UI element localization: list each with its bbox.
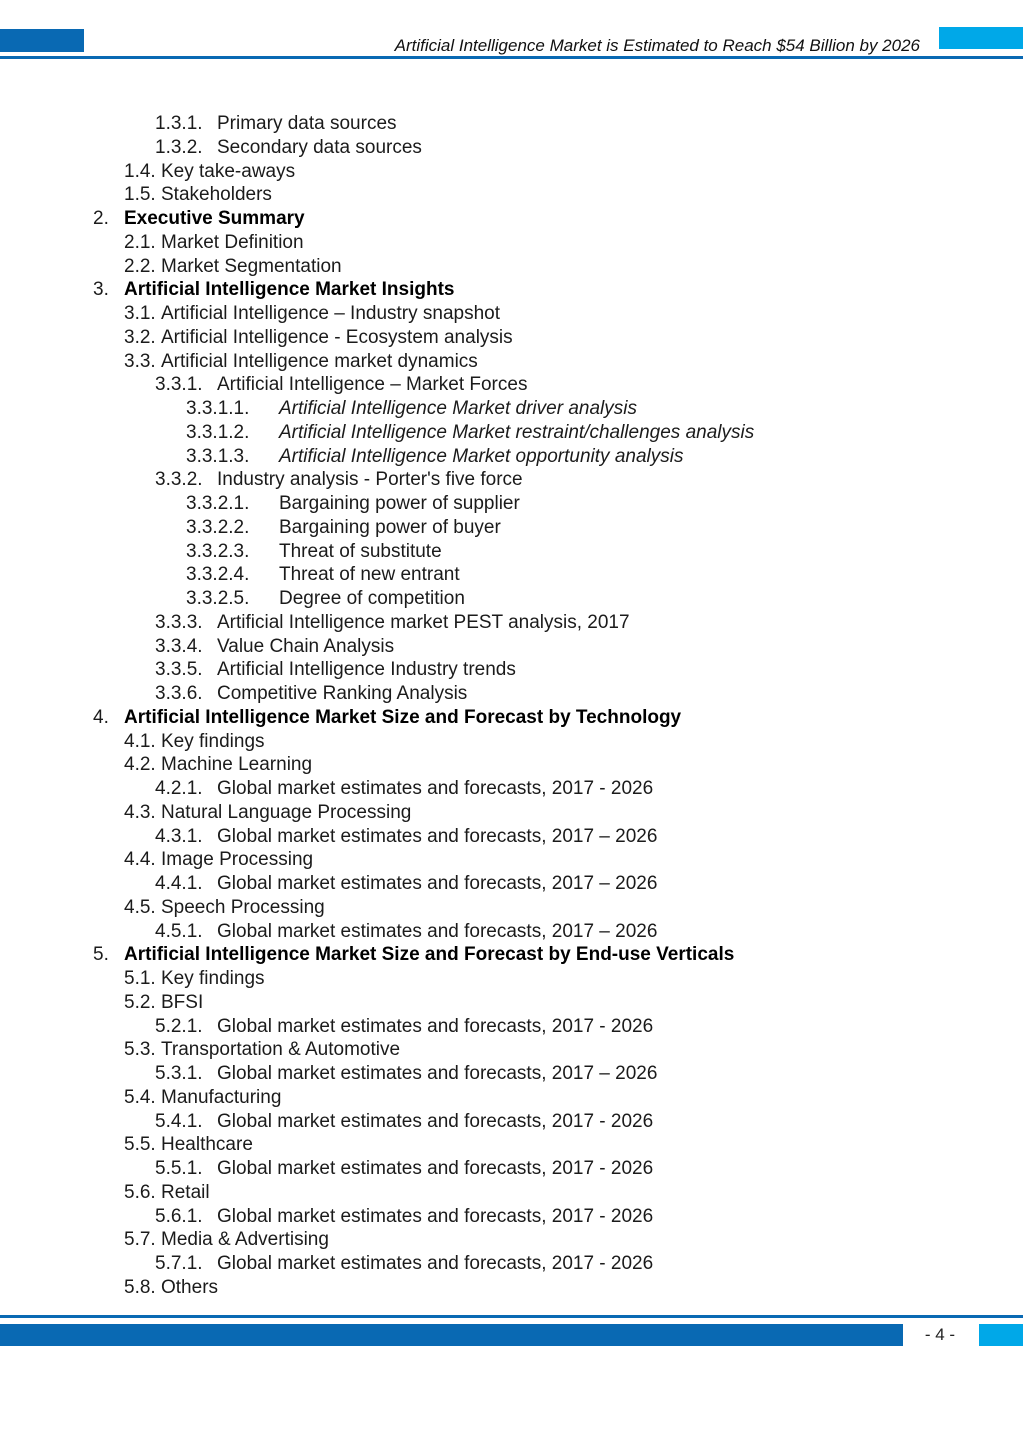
toc-entry-title: Key findings [161, 731, 265, 752]
toc-entry-number: 3.3.3. [155, 612, 203, 633]
toc-entry-number: 4.4. [124, 849, 156, 870]
toc-entry-number: 3.3.4. [155, 636, 203, 657]
toc-entry-title: Speech Processing [161, 897, 325, 918]
toc-entry-title: Secondary data sources [217, 137, 422, 158]
toc-entry-title: Key take-aways [161, 161, 296, 182]
toc-entry-number: 3.3.1.2. [186, 422, 250, 443]
toc-entry-title: Natural Language Processing [161, 802, 412, 823]
toc-entry-title: Artificial Intelligence Market Size and Forecast by End-use Verticals [124, 944, 735, 965]
toc-entry-number: 5.7.1. [155, 1253, 203, 1274]
toc-entry-number: 3.3.2.1. [186, 493, 250, 514]
toc-entry-title: Bargaining power of supplier [279, 493, 520, 514]
toc-entry-title: Threat of new entrant [279, 564, 460, 585]
toc-entry-title: Transportation & Automotive [161, 1039, 401, 1060]
toc-entry-title: Image Processing [161, 849, 314, 870]
toc-entry-number: 2.1. [124, 232, 156, 253]
toc-entry-number: 1.3.2. [155, 137, 203, 158]
toc-entry-number: 5.1. [124, 968, 156, 989]
toc-entry-number: 5.2. [124, 992, 156, 1013]
toc-entry-number: 5.6. [124, 1182, 156, 1203]
toc-entry-number: 4.1. [124, 731, 156, 752]
toc-entry-number: 3.3.2.5. [186, 588, 250, 609]
toc-entry-number: 3.3.6. [155, 683, 203, 704]
toc-entry-title: Media & Advertising [161, 1229, 329, 1250]
toc-entry-title: Global market estimates and forecasts, 2017 - 2026 [217, 1158, 654, 1179]
toc-entry-title: Global market estimates and forecasts, 2017 – 2026 [217, 873, 658, 894]
toc-entry-number: 5.7. [124, 1229, 156, 1250]
toc-entry-title: Artificial Intelligence Market restraint/challenges analysis [279, 422, 755, 443]
header-accent-bar-right [939, 27, 1023, 49]
toc-entry-title: Artificial Intelligence Market driver analysis [279, 398, 637, 419]
toc-entry-number: 3.3.1.3. [186, 446, 250, 467]
toc-entry-title: Artificial Intelligence Market Insights [124, 279, 455, 300]
toc-entry-title: Artificial Intelligence Industry trends [217, 659, 516, 680]
toc-entry-title: Artificial Intelligence market dynamics [161, 351, 478, 372]
toc-entry-title: BFSI [161, 992, 204, 1013]
toc-entry-title: Global market estimates and forecasts, 2017 – 2026 [217, 1063, 658, 1084]
footer-rule [0, 1315, 1023, 1318]
footer-accent-bar-right [979, 1324, 1023, 1346]
toc-entry-number: 4.5.1. [155, 921, 203, 942]
toc-entry-number: 2. [93, 208, 109, 229]
header-rule [0, 56, 1023, 59]
toc-entry-title: Healthcare [161, 1134, 253, 1155]
toc-entry-title: Market Definition [161, 232, 304, 253]
toc-entry-title: Competitive Ranking Analysis [217, 683, 468, 704]
toc-entry-title: Artificial Intelligence Market opportunity analysis [279, 446, 684, 467]
toc-entry-title: Artificial Intelligence market PEST analysis, 2017 [217, 612, 630, 633]
toc-entry-number: 3.3. [124, 351, 156, 372]
toc-entry-title: Global market estimates and forecasts, 2017 – 2026 [217, 921, 658, 942]
toc-entry-number: 4.4.1. [155, 873, 203, 894]
toc-entry-title: Machine Learning [161, 754, 313, 775]
toc-entry-number: 5.3. [124, 1039, 156, 1060]
toc-entry-number: 3.3.2. [155, 469, 203, 490]
toc-entry-title: Primary data sources [217, 113, 397, 134]
toc-entry-title: Threat of substitute [279, 541, 442, 562]
toc-entry-title: Artificial Intelligence – Market Forces [217, 374, 528, 395]
toc-entry-title: Artificial Intelligence Market Size and Forecast by Technology [124, 707, 682, 728]
toc-entry-number: 5.6.1. [155, 1206, 203, 1227]
toc-entry-number: 4.3.1. [155, 826, 203, 847]
toc-entry-number: 4. [93, 707, 109, 728]
toc-entry-number: 4.2. [124, 754, 156, 775]
toc-entry-number: 3.2. [124, 327, 156, 348]
toc-entry-number: 1.4. [124, 161, 156, 182]
toc-entry-title: Global market estimates and forecasts, 2017 - 2026 [217, 1206, 654, 1227]
toc-entry-title: Market Segmentation [161, 256, 342, 277]
toc-entry-number: 5.4. [124, 1087, 156, 1108]
toc-entry-number: 1.5. [124, 184, 156, 205]
page-number: - 4 - [924, 1325, 956, 1344]
toc-entry-title: Global market estimates and forecasts, 2017 - 2026 [217, 1016, 654, 1037]
toc-entry-number: 4.2.1. [155, 778, 203, 799]
toc-entry-title: Stakeholders [161, 184, 272, 205]
toc-entry-number: 3.1. [124, 303, 156, 324]
toc-entry-number: 3.3.2.2. [186, 517, 250, 538]
toc-entry-title: Global market estimates and forecasts, 2017 – 2026 [217, 826, 658, 847]
toc-entry-number: 5.4.1. [155, 1111, 203, 1132]
toc-entry-title: Bargaining power of buyer [279, 517, 501, 538]
toc-entry-number: 3.3.2.3. [186, 541, 250, 562]
toc-entry-number: 5.8. [124, 1277, 156, 1298]
toc-entry-number: 5.2.1. [155, 1016, 203, 1037]
toc-entry-title: Global market estimates and forecasts, 2017 - 2026 [217, 1111, 654, 1132]
toc-entry-title: Industry analysis - Porter's five force [217, 469, 523, 490]
header-title: Artificial Intelligence Market is Estimated to Reach $54 Billion by 2026 [394, 36, 920, 55]
header-accent-bar-left [0, 29, 84, 52]
toc-entry-number: 5.5. [124, 1134, 156, 1155]
toc-entry-title: Global market estimates and forecasts, 2017 - 2026 [217, 778, 654, 799]
toc-entry-number: 4.3. [124, 802, 156, 823]
toc-entry-number: 3.3.1.1. [186, 398, 250, 419]
toc-entry-title: Executive Summary [124, 208, 305, 229]
toc-entry-title: Global market estimates and forecasts, 2017 - 2026 [217, 1253, 654, 1274]
toc-entry-title: Retail [161, 1182, 210, 1203]
toc-entry-number: 3.3.1. [155, 374, 203, 395]
toc-entry-title: Others [161, 1277, 219, 1298]
toc-entry-title: Artificial Intelligence – Industry snapshot [161, 303, 501, 324]
toc-entry-number: 3.3.5. [155, 659, 203, 680]
toc-entry-title: Degree of competition [279, 588, 465, 609]
toc-entry-number: 5.5.1. [155, 1158, 203, 1179]
toc-entry-number: 3.3.2.4. [186, 564, 250, 585]
toc-entry-title: Manufacturing [161, 1087, 282, 1108]
toc-entry-number: 1.3.1. [155, 113, 203, 134]
toc-entry-title: Artificial Intelligence - Ecosystem analysis [161, 327, 513, 348]
toc-entry-number: 2.2. [124, 256, 156, 277]
toc-entry-title: Key findings [161, 968, 265, 989]
toc-entry-number: 5.3.1. [155, 1063, 203, 1084]
footer-accent-bar-left [0, 1324, 903, 1346]
toc-entry-number: 5. [93, 944, 109, 965]
toc-entry-number: 4.5. [124, 897, 156, 918]
toc-entry-number: 3. [93, 279, 109, 300]
toc-entry-title: Value Chain Analysis [217, 636, 395, 657]
